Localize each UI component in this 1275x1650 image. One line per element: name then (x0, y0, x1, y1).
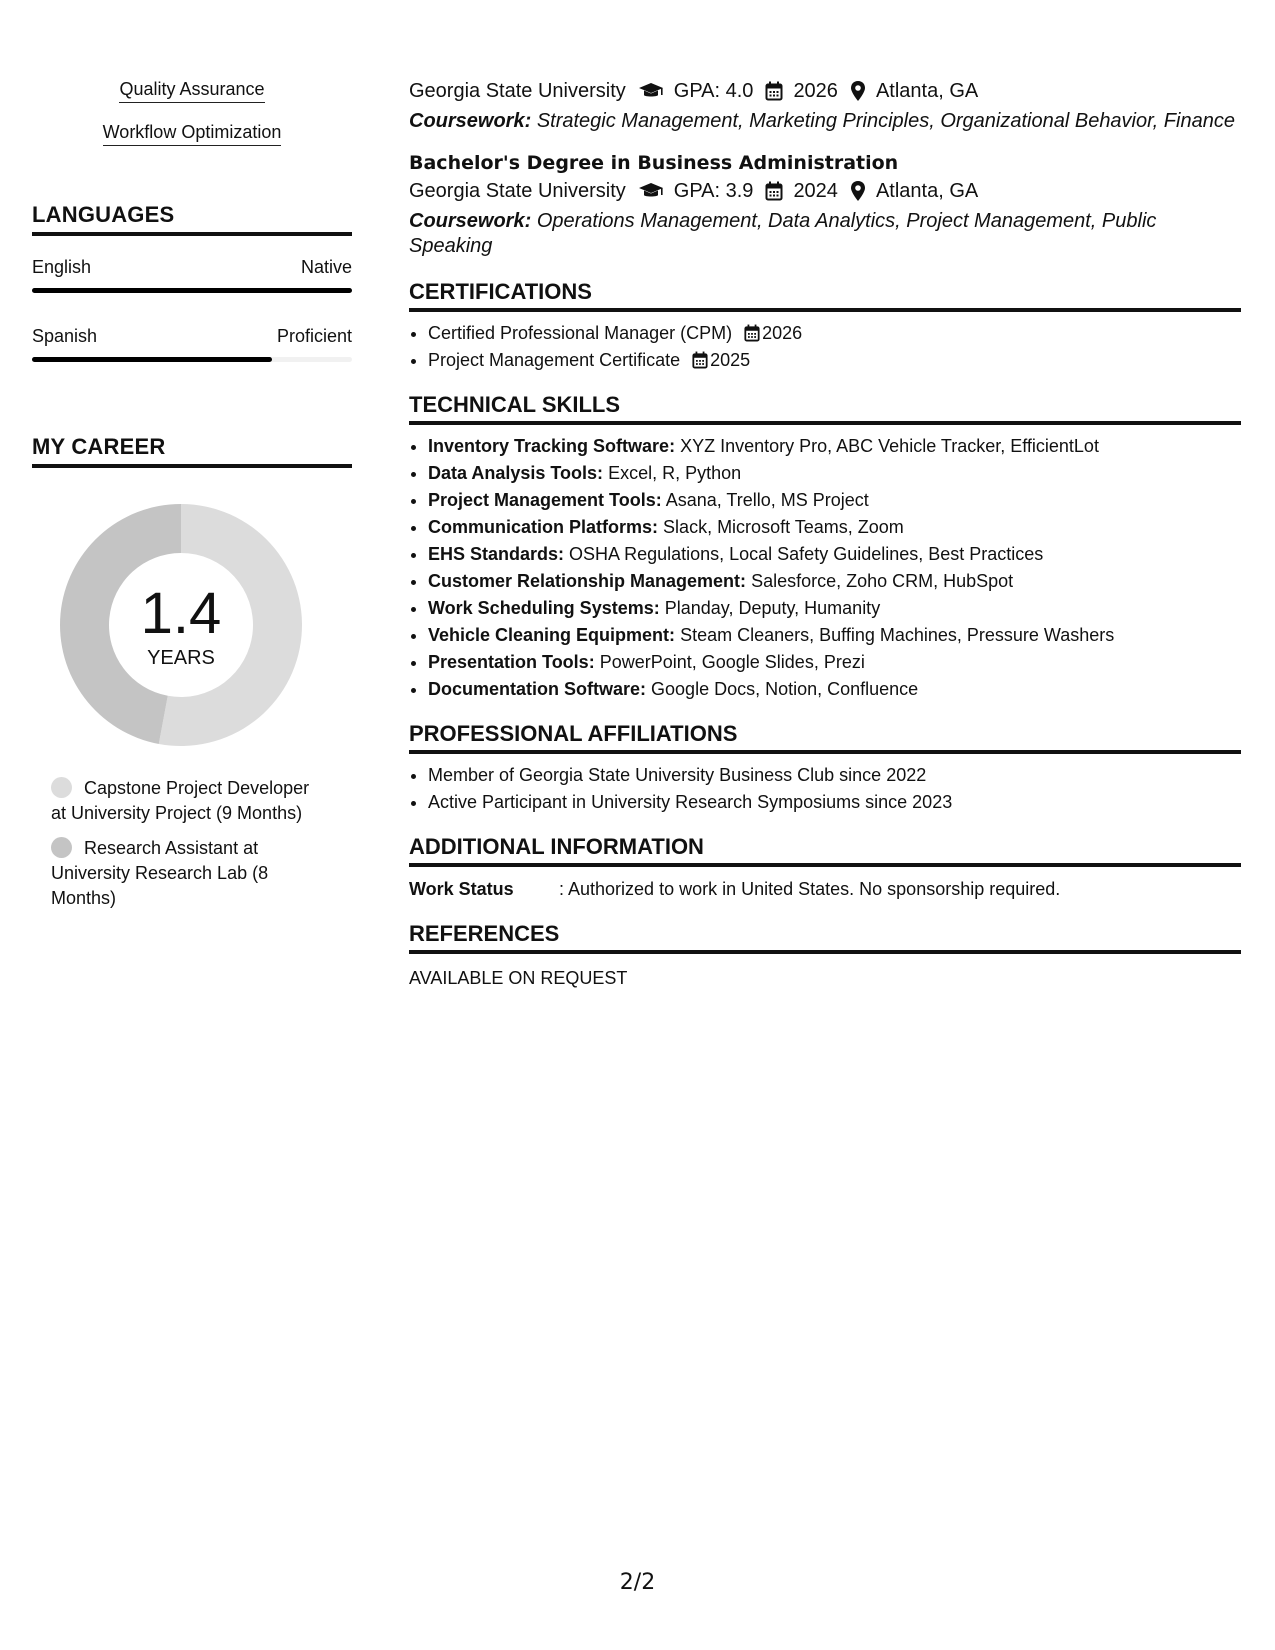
skill-label: Inventory Tracking Software: (428, 436, 676, 456)
school-name: Georgia State University (409, 80, 626, 102)
certifications-heading: CERTIFICATIONS (409, 279, 1241, 312)
location-pin-icon (850, 80, 866, 102)
skill-tag: Quality Assurance (119, 78, 264, 103)
affiliation-item: • Member of Georgia State University Business Club since 2022 (428, 762, 1241, 789)
skill-value: PowerPoint, Google Slides, Prezi (599, 652, 865, 672)
skill-item (428, 433, 1241, 460)
education-entry (409, 78, 1241, 134)
career-heading: MY CAREER (32, 434, 352, 468)
career-legend-label: Research Assistant at University Research Lab (8 Months) (51, 838, 269, 908)
technical-skills-heading: TECHNICAL SKILLS (409, 392, 1241, 425)
certification-name: Certified Professional Manager (CPM) (428, 323, 733, 343)
education-entry (409, 150, 1241, 259)
affiliation-item: • Active Participant in University Research Symposiums since 2023 (428, 789, 1241, 816)
career-legend-item (51, 836, 321, 911)
skill-value: Steam Cleaners, Buffing Machines, Pressure Washers (680, 625, 1115, 645)
certifications-list (409, 320, 1241, 374)
gpa: GPA: 3.9 (673, 180, 754, 202)
language-name: Spanish (32, 326, 98, 346)
location-pin-icon (850, 180, 866, 202)
language-proficiency-fill (32, 357, 272, 362)
gpa: GPA: 4.0 (673, 80, 754, 102)
skill-label: Customer Relationship Management: (428, 571, 747, 591)
certification-item (428, 347, 1241, 374)
career-legend-label: Capstone Project Developer at University Project (9 Months) (51, 778, 310, 823)
degree-title: Bachelor's Degree in Business Administration (409, 152, 899, 174)
main-content (409, 78, 1241, 990)
language-proficiency-fill (32, 288, 352, 293)
career-legend-dot (51, 837, 72, 858)
skill-label: Documentation Software: (428, 679, 647, 699)
coursework (409, 109, 1241, 134)
location: Atlanta, GA (875, 180, 979, 202)
languages-heading: LANGUAGES (32, 202, 352, 236)
language-name: English (32, 257, 92, 277)
work-status-row (409, 877, 1241, 901)
skill-item (428, 622, 1241, 649)
career-total-unit: YEARS (147, 647, 215, 669)
skill-value: XYZ Inventory Pro, ABC Vehicle Tracker, EfficientLot (680, 436, 1099, 456)
skill-value: Google Docs, Notion, Confluence (651, 679, 919, 699)
school-name: Georgia State University (409, 180, 626, 202)
career-total-value: 1.4 (140, 581, 222, 646)
career-legend-item (51, 776, 321, 826)
skill-label: Vehicle Cleaning Equipment: (428, 625, 676, 645)
language-item (32, 325, 352, 362)
location: Atlanta, GA (875, 80, 979, 102)
coursework-label: Coursework: (409, 210, 532, 232)
references-heading: REFERENCES (409, 921, 1241, 954)
skill-value: Slack, Microsoft Teams, Zoom (663, 517, 904, 537)
skill-item (428, 460, 1241, 487)
language-proficiency-bar (32, 288, 352, 293)
skill-item (428, 514, 1241, 541)
skill-label: Work Scheduling Systems: (428, 598, 660, 618)
references-text: AVAILABLE ON REQUEST (409, 968, 628, 988)
skill-item (428, 649, 1241, 676)
skill-label: Communication Platforms: (428, 517, 659, 537)
additional-info-heading: ADDITIONAL INFORMATION (409, 834, 1241, 867)
graduation-year: 2024 (793, 180, 838, 202)
skill-label: Data Analysis Tools: (428, 463, 604, 483)
skill-item (428, 676, 1241, 703)
affiliations-heading: PROFESSIONAL AFFILIATIONS (409, 721, 1241, 754)
skill-value: Planday, Deputy, Humanity (664, 598, 881, 618)
skill-item (428, 487, 1241, 514)
skill-label: Presentation Tools: (428, 652, 595, 672)
sidebar (32, 78, 352, 921)
technical-skills-list (409, 433, 1241, 703)
skill-item (428, 568, 1241, 595)
skill-value: Salesforce, Zoho CRM, HubSpot (751, 571, 1014, 591)
certification-year: 2025 (710, 350, 751, 370)
coursework-label: Coursework: (409, 110, 532, 132)
skill-item (428, 595, 1241, 622)
graduation-year: 2026 (793, 80, 838, 102)
language-item (32, 256, 352, 293)
calendar-icon (765, 81, 783, 101)
calendar-icon (692, 351, 708, 369)
skill-label: Project Management Tools: (428, 490, 662, 510)
certification-name: Project Management Certificate (428, 350, 681, 370)
graduation-cap-icon (638, 181, 664, 201)
skill-value: Excel, R, Python (608, 463, 742, 483)
skill-value: Asana, Trello, MS Project (665, 490, 869, 510)
language-level: Native (300, 257, 352, 277)
career-donut-chart (56, 500, 306, 750)
calendar-icon (765, 181, 783, 201)
certification-item (428, 320, 1241, 347)
coursework-text: Strategic Management, Marketing Principles, Organizational Behavior, Finance (536, 110, 1235, 132)
skill-item (428, 541, 1241, 568)
page-number: 2/2 (619, 1570, 656, 1595)
career-legend-dot (51, 777, 72, 798)
coursework (409, 209, 1241, 259)
graduation-cap-icon (638, 81, 664, 101)
calendar-icon (744, 324, 760, 342)
skill-label: EHS Standards: (428, 544, 565, 564)
affiliations-list (409, 762, 1241, 816)
language-level: Proficient (276, 326, 352, 346)
coursework-text: Operations Management, Data Analytics, Project Management, Public Speaking (409, 210, 1157, 257)
work-status-label: Work Status (409, 879, 514, 899)
work-status-value: : Authorized to work in United States. No sponsorship required. (559, 879, 1061, 899)
certification-year: 2026 (762, 323, 803, 343)
language-proficiency-bar (32, 357, 352, 362)
skill-value: OSHA Regulations, Local Safety Guidelines, Best Practices (569, 544, 1044, 564)
skill-tag: Workflow Optimization (103, 121, 282, 146)
